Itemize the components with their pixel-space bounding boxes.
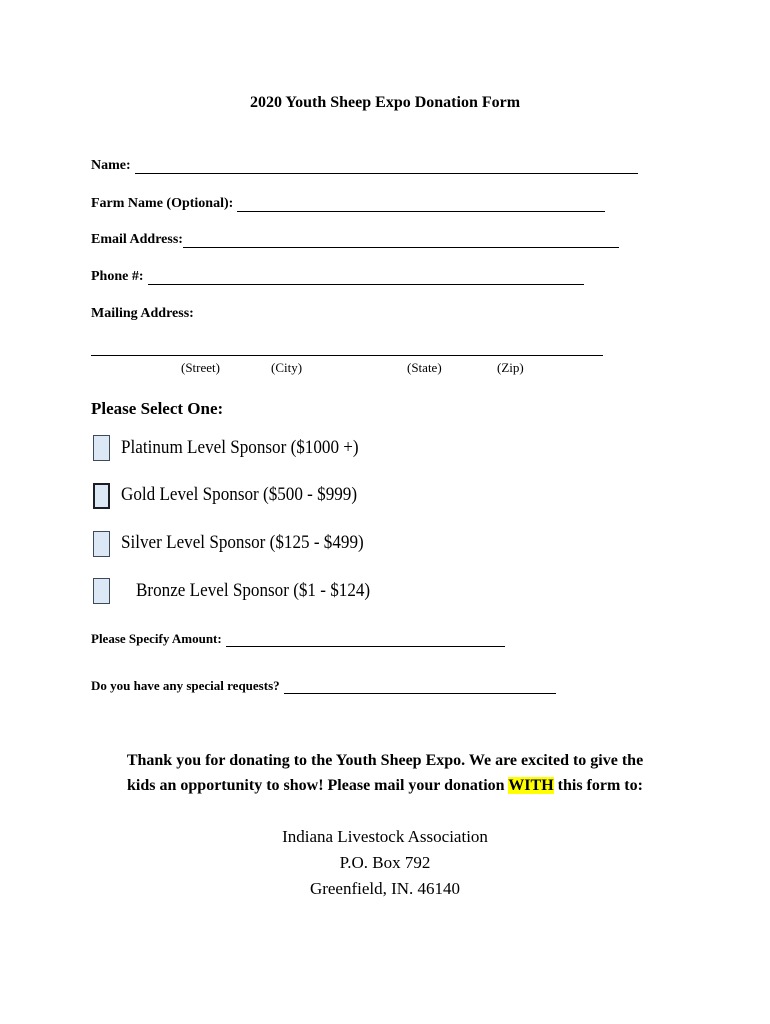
thank-you-line-2-end: this form to: bbox=[553, 777, 643, 794]
mailing-address-block bbox=[0, 824, 770, 902]
mailing-address-line[interactable] bbox=[91, 355, 603, 356]
form-title: 2020 Youth Sheep Expo Donation Form bbox=[249, 94, 521, 111]
thank-you-line-1: Thank you for donating to the Youth Sheep Expo. We are excited to give the bbox=[126, 752, 644, 769]
state-label: (State) bbox=[407, 360, 442, 375]
platinum-checkbox[interactable] bbox=[93, 435, 110, 461]
org-name: Indiana Livestock Association bbox=[282, 827, 488, 846]
farm-name-label: Farm Name (Optional): bbox=[91, 196, 234, 211]
mailing-address-label bbox=[91, 306, 194, 322]
city-label: (City) bbox=[271, 360, 303, 375]
email-label: Email Address: bbox=[91, 232, 183, 247]
special-requests-field[interactable] bbox=[91, 678, 556, 694]
bronze-checkbox[interactable] bbox=[93, 578, 110, 604]
phone-line[interactable] bbox=[148, 270, 584, 285]
silver-option-label: Silver Level Sponsor ($125 - $499) bbox=[121, 532, 364, 553]
farm-name-field[interactable] bbox=[91, 196, 605, 212]
amount-label: Please Specify Amount: bbox=[91, 631, 222, 646]
city-state-zip: Greenfield, IN. 46140 bbox=[309, 879, 461, 898]
email-field[interactable] bbox=[91, 232, 619, 248]
name-label: Name: bbox=[91, 158, 131, 173]
po-box: P.O. Box 792 bbox=[339, 853, 431, 872]
thank-you-message bbox=[0, 748, 770, 798]
thank-you-line-2-start: kids an opportunity to show! Please mail your donation bbox=[127, 777, 509, 794]
select-heading: Please Select One: bbox=[91, 399, 224, 418]
platinum-option-label: Platinum Level Sponsor ($1000 +) bbox=[121, 437, 359, 458]
silver-checkbox[interactable] bbox=[93, 531, 110, 557]
zip-label: (Zip) bbox=[497, 360, 524, 375]
gold-option-label: Gold Level Sponsor ($500 - $999) bbox=[121, 484, 358, 505]
phone-label: Phone #: bbox=[91, 269, 144, 284]
street-label: (Street) bbox=[181, 360, 220, 375]
gold-checkbox[interactable] bbox=[93, 483, 110, 509]
mailing-address-text: Mailing Address: bbox=[91, 306, 194, 321]
email-line[interactable] bbox=[183, 233, 619, 248]
amount-line[interactable] bbox=[226, 632, 505, 647]
highlighted-with: WITH bbox=[508, 777, 554, 794]
amount-field[interactable] bbox=[91, 631, 505, 647]
special-requests-line[interactable] bbox=[284, 679, 556, 694]
special-requests-label: Do you have any special requests? bbox=[91, 678, 280, 693]
name-field[interactable] bbox=[91, 158, 638, 174]
thank-you-line-2 bbox=[0, 773, 770, 798]
farm-name-line[interactable] bbox=[237, 197, 605, 212]
phone-field[interactable] bbox=[91, 269, 584, 285]
name-line[interactable] bbox=[135, 159, 638, 174]
bronze-option-label: Bronze Level Sponsor ($1 - $124) bbox=[136, 580, 371, 601]
